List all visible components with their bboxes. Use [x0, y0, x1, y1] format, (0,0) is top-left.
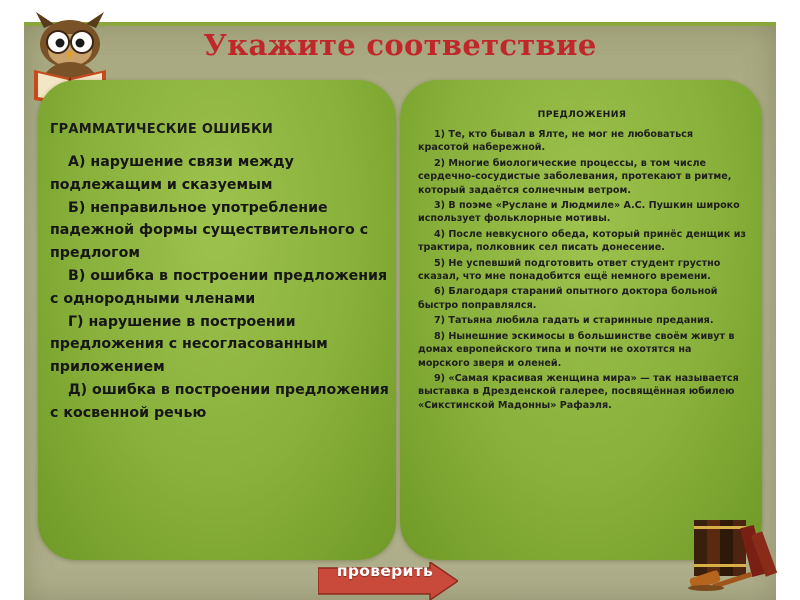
sentence-item-4: 4) После невкусного обеда, который принёс денщик из трактира, полковник сел писать донесение.: [418, 228, 747, 254]
sentences-panel: [400, 80, 762, 560]
sentence-item-2: 2) Многие биологические процессы, в том числе сердечно-сосудистые заболевания, протекают в ритме, который задаётся солнечным ветром.: [418, 157, 732, 196]
slide-title: Укажите соответствие: [203, 28, 597, 62]
grammar-errors-panel: [38, 80, 396, 560]
check-button[interactable]: [318, 562, 458, 600]
sentence-item-5: 5) Не успевший подготовить ответ студент грустно сказал, что мне понадобится ещё немного времени.: [418, 257, 721, 283]
error-item-g: Г) нарушение в построении предложения с несогласованным приложением: [50, 313, 328, 376]
sentence-item-7: 7) Татьяна любила гадать и старинные предания.: [434, 315, 714, 327]
sentence-item-3: 3) В поэме «Руслане и Людмиле» А.С. Пушкин широко использует фольклорные мотивы.: [418, 200, 740, 225]
sentence-item-8: 8) Нынешние эскимосы в большинстве своём живут в домах европейского типа и почти не охотятся на морского зверя и оленей.: [418, 330, 735, 369]
error-item-d: Д) ошибка в построении предложения с косвенной речью: [50, 381, 389, 421]
sentence-item-1: 1) Те, кто бывал в Ялте, не мог не любоваться красотой набережной.: [418, 129, 693, 154]
books-and-gavel-icon: [684, 514, 784, 592]
sentence-item-9: 9) «Самая красивая женщина мира» — так называется выставка в Дрезденской галерее, посвящённая юбилею «Сикстинской Мадонны» Рафаэля.: [418, 372, 739, 411]
error-item-a: А) нарушение связи между подлежащим и сказуемым: [50, 154, 294, 193]
sentence-item-6: 6) Благодаря стараний опытного доктора больной быстро поправлялся.: [418, 286, 718, 311]
frame-top-band: [24, 22, 776, 26]
grammar-errors-heading: ГРАММАТИЧЕСКИЕ ОШИБКИ: [50, 122, 274, 137]
check-button-label: проверить: [336, 562, 434, 580]
sentences-heading: ПРЕДЛОЖЕНИЯ: [537, 109, 627, 120]
error-item-b: Б) неправильное употребление падежной формы существительного с предлогом: [50, 199, 369, 262]
error-item-v: В) ошибка в построении предложения с однородными членами: [50, 267, 388, 307]
